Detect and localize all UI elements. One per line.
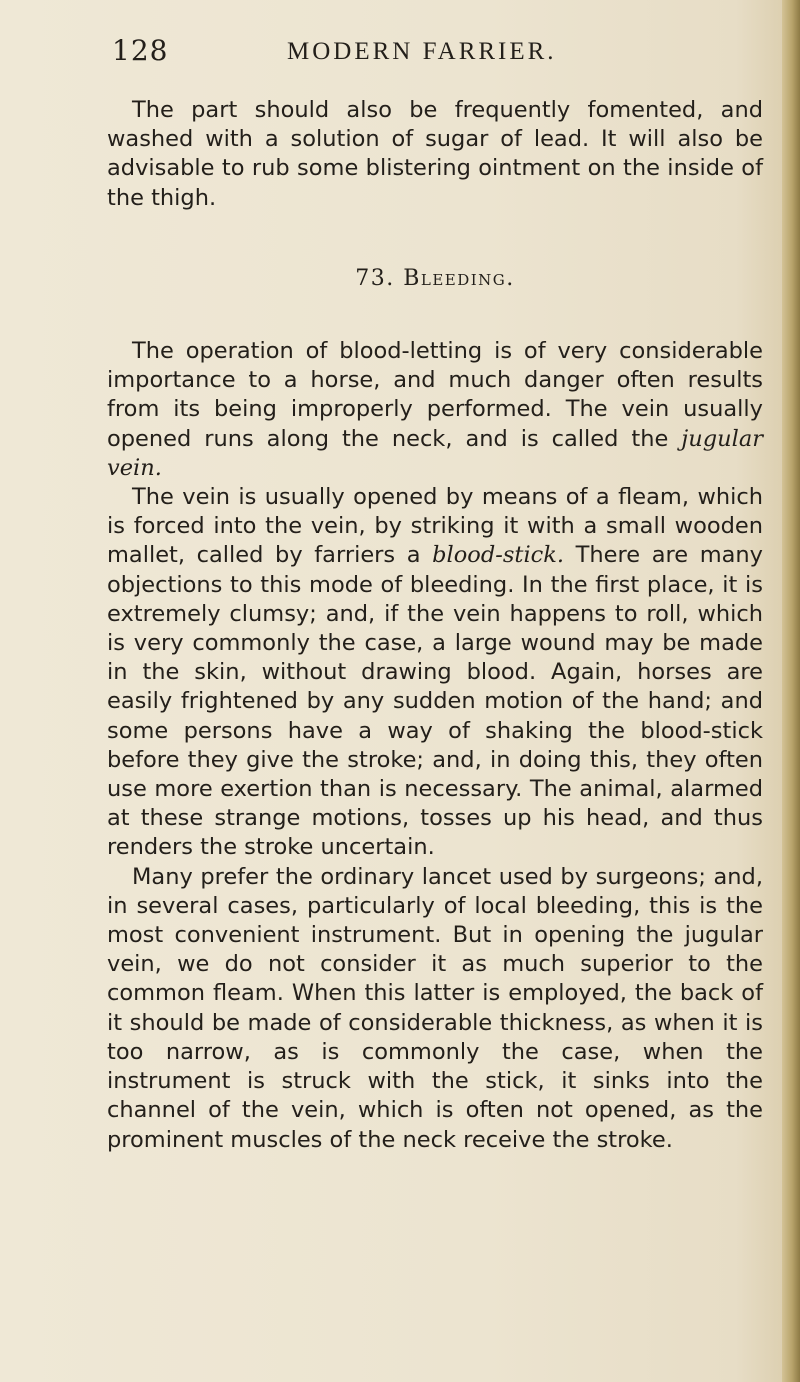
section-heading: 73. Bleeding.	[355, 265, 515, 291]
paragraph-fleam-text-end: There are many objections to this mode of bleeding. In the first place, it is extremely clumsy; and, if the vein happens to roll, which is very commonly the case, a large wound may be made in the skin, without drawing blood. Again, horses are easily frightened by any sudden motion of the hand; and some persons have a way of shaking the blood-stick before they give the stroke; and, in doing this, they often use more exertion than is necessary. The animal, alarmed at these strange motions, tosses up his head, and thus renders the stroke uncertain.	[107, 542, 763, 861]
paragraph-blood-letting	[107, 337, 763, 483]
page-header	[112, 34, 652, 74]
paragraph-fleam	[107, 483, 763, 863]
paragraph-blood-letting-text: The operation of blood-letting is of very considerable importance to a horse, and much danger often results from its being improperly performed. The vein usually opened runs along the neck, and is called the	[107, 338, 763, 452]
term-blood-stick: blood-stick.	[432, 542, 565, 569]
page-number: 128	[112, 34, 169, 67]
paragraph-fleam-text-start: The vein is usually opened by means of a fleam, which is forced into the vein, by striking it with a small wooden mallet, called by farriers a	[107, 484, 763, 569]
paragraph-lancet: Many prefer the ordinary lancet used by surgeons; and, in several cases, particularly of local bleeding, this is the most convenient instrument. But in opening the jugular vein, we do not consider it as much superior to the common fleam. When this latter is employed, the back of it should be made of considerable thickness, as when it is too narrow, as is commonly the case, when the instrument is struck with the stick, it sinks into the channel of the vein, which is often not opened, as the prominent muscles of the neck receive the stroke.	[107, 863, 763, 1153]
running-head: MODERN FARRIER.	[287, 38, 557, 65]
book-binding-edge	[782, 0, 800, 1382]
body-text	[107, 96, 763, 1155]
term-jugular-vein: jugular vein.	[107, 425, 763, 481]
paragraph-fomentation: The part should also be frequently fomented, and washed with a solution of sugar of lead. It will also be advisable to rub some blistering ointment on the inside of the thigh.	[107, 97, 763, 211]
